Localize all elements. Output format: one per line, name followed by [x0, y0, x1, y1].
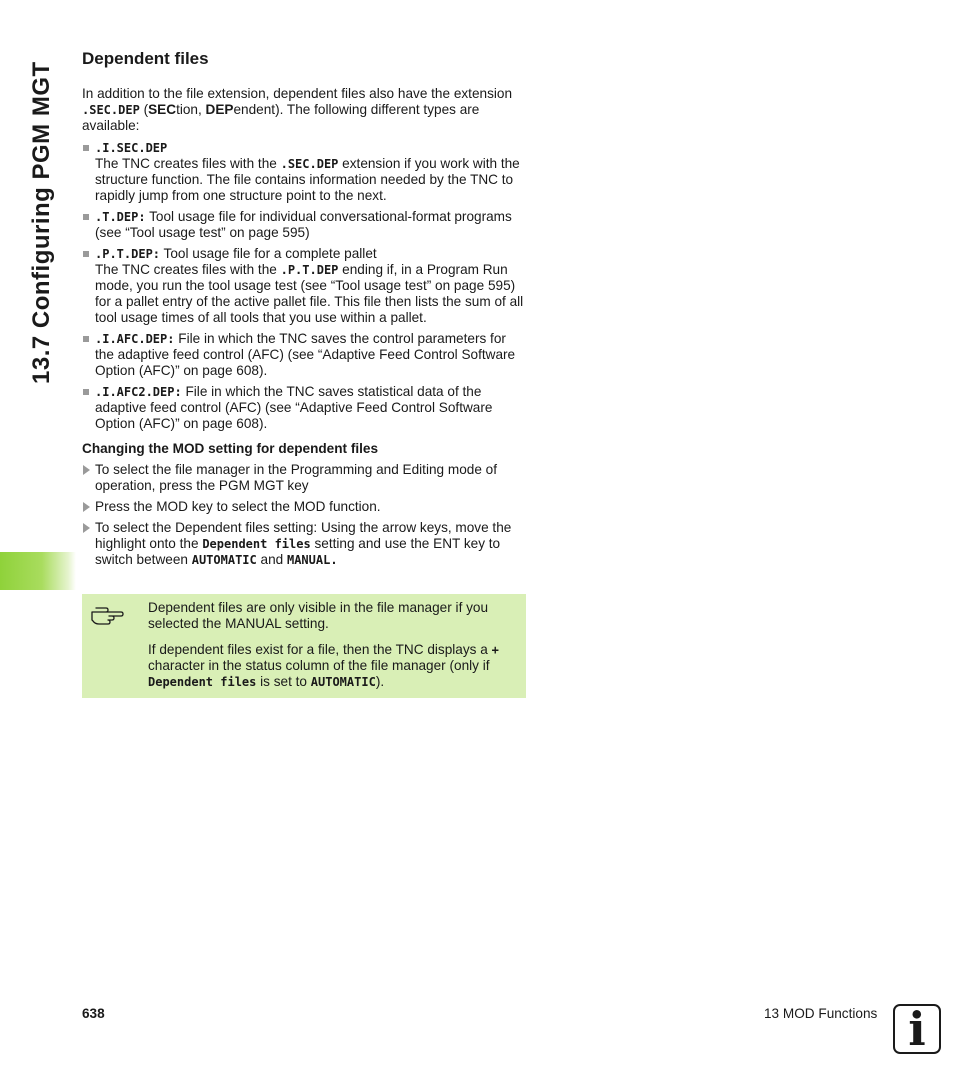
- item-text: Tool usage file for a complete pallet: [160, 246, 377, 261]
- note-text-run: ).: [375, 674, 385, 689]
- inline-code: .SEC.DEP: [280, 157, 339, 171]
- note-text-run: character in the status column of the file manager (only if: [148, 658, 490, 673]
- step-text: To select the Dependent files setting: Using the arrow keys, move the highlight onto the: [95, 520, 512, 551]
- file-type-code: .P.T.DEP:: [95, 247, 161, 261]
- note-paragraph-2: [148, 642, 518, 690]
- list-item: [82, 140, 525, 204]
- item-text: Tool usage file for individual conversational-format programs (see “Tool usage test” on page 595): [95, 209, 512, 240]
- square-bullet-icon: [83, 389, 89, 395]
- square-bullet-icon: [83, 336, 89, 342]
- triangle-arrow-icon: [83, 465, 90, 475]
- item-text: The TNC creates files with the: [95, 262, 281, 277]
- note-text: [148, 600, 518, 690]
- note-box: [82, 594, 526, 698]
- note-text-run: If dependent files exist for a file, then the TNC displays a: [148, 642, 492, 657]
- pointing-hand-icon: [90, 604, 124, 626]
- step-text: setting and use the ENT key to switch between: [95, 536, 501, 567]
- footer-chapter-title: 13 MOD Functions: [764, 1006, 878, 1021]
- square-bullet-icon: [83, 251, 89, 257]
- intro-extension-code: .SEC.DEP: [82, 103, 140, 117]
- page-number: 638: [82, 1006, 105, 1021]
- intro-dep-bold: DEP: [205, 102, 234, 117]
- item-text: File in which the TNC saves statistical data of the adaptive feed control (AFC) (see “Adaptive Feed Control Software Option (AFC)” on page 608).: [95, 384, 493, 431]
- file-type-code: .T.DEP:: [95, 210, 146, 224]
- item-text: extension if you work with the structure function. The file contains information needed by the TNC to rapidly jump from one structure point to the next.: [95, 156, 520, 203]
- step-text: To select the file manager in the Programming and Editing mode of operation, press the PGM MGT key: [95, 462, 497, 493]
- info-glyph: i: [908, 1002, 926, 1056]
- side-chapter-title-text: 13.7 Configuring PGM MGT: [28, 61, 55, 384]
- file-type-code: .I.AFC2.DEP:: [95, 385, 182, 399]
- step-item: [82, 499, 525, 515]
- intro-text: (: [139, 102, 149, 117]
- intro-sec-bold: SEC: [148, 102, 177, 117]
- list-item: [82, 331, 525, 379]
- inline-code: Dependent files: [148, 675, 257, 689]
- file-type-code: .I.SEC.DEP: [95, 141, 168, 155]
- triangle-arrow-icon: [83, 523, 90, 533]
- inline-code: .P.T.DEP: [280, 263, 339, 277]
- section-heading: Dependent files: [82, 49, 209, 68]
- procedure-steps: [82, 462, 526, 568]
- intro-text: In addition to the file extension, dependent files also have the extension: [82, 86, 513, 101]
- list-item: [82, 384, 525, 432]
- square-bullet-icon: [83, 214, 89, 220]
- note-text-run: is set to: [256, 674, 311, 689]
- main-content: [82, 48, 526, 573]
- intro-text: tion,: [176, 102, 206, 117]
- item-text: The TNC creates files with the: [95, 156, 281, 171]
- intro-paragraph: [82, 86, 512, 134]
- inline-code: AUTOMATIC: [310, 675, 376, 689]
- triangle-arrow-icon: [83, 502, 90, 512]
- step-item: [82, 462, 525, 494]
- step-text: Press the MOD key to select the MOD function.: [95, 499, 381, 514]
- file-type-list: [82, 140, 526, 432]
- inline-code: AUTOMATIC: [191, 553, 257, 567]
- side-chapter-title: [20, 40, 64, 384]
- inline-code: Dependent files: [202, 537, 311, 551]
- file-type-code: .I.AFC.DEP:: [95, 332, 175, 346]
- info-icon: [893, 1004, 941, 1054]
- list-item: [82, 246, 525, 326]
- procedure-heading: Changing the MOD setting for dependent files: [82, 441, 379, 456]
- square-bullet-icon: [83, 145, 89, 151]
- note-paragraph-1: Dependent files are only visible in the file manager if you selected the MANUAL setting.: [148, 600, 489, 631]
- step-item: [82, 520, 525, 568]
- step-text: and: [256, 552, 287, 567]
- list-item: [82, 209, 525, 241]
- intro-text: endent). The following different types are available:: [82, 102, 480, 133]
- item-text: ending if, in a Program Run mode, you run the tool usage test (see “Tool usage test” on page 595) for a pallet entry of the active pallet file. This file then lists the sum of all tool usage times of all tools that you use within a pallet.: [95, 262, 524, 325]
- item-text: File in which the TNC saves the control parameters for the adaptive feed control (AFC) (see “Adaptive Feed Control Software Option (AFC)” on page 608).: [95, 331, 516, 378]
- inline-code: MANUAL.: [286, 553, 338, 567]
- plus-character: +: [491, 643, 499, 657]
- chapter-tab-marker: [0, 552, 76, 590]
